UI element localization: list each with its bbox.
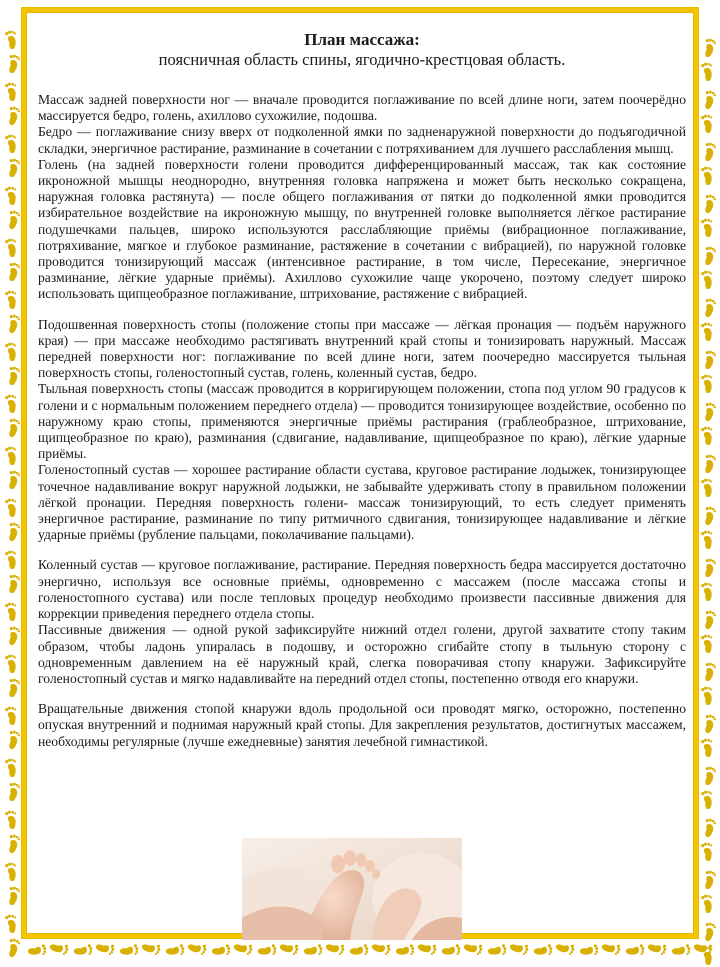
baby-foot-icon bbox=[702, 246, 716, 266]
baby-foot-icon bbox=[6, 522, 20, 542]
baby-foot-icon bbox=[6, 470, 20, 490]
baby-foot-icon bbox=[4, 602, 18, 622]
baby-foot-icon bbox=[702, 610, 716, 630]
paragraph-thigh: Бедро — поглаживание снизу вверх от подколенной ямки по задненаружной поверхности до подъягодичной складки, энергичное растирание, разминание в сочетании с потряхиванием для лучшего расслабления мышц. bbox=[38, 124, 686, 156]
baby-foot-icon bbox=[512, 938, 526, 958]
baby-foot-icon bbox=[604, 938, 618, 958]
baby-foot-icon bbox=[6, 54, 20, 74]
baby-foot-icon bbox=[702, 714, 716, 734]
baby-foot-icon bbox=[700, 166, 714, 186]
baby-foot-icon bbox=[700, 530, 714, 550]
baby-foot-icon bbox=[4, 914, 18, 934]
paragraph-sole: Подошвенная поверхность стопы (положение стопы при массаже — лёгкая пронация — подъём наружного края) — при массаже необходимо растягивать внутренний край стопы и тонизировать наружный. Массаж передней поверхности ног: поглаживание по всей длине ноги, затем поочередно массируется тыльная поверхность стопы, голеностопный сустав, голень, коленный сустав, бедро. bbox=[38, 316, 686, 381]
baby-foot-icon bbox=[6, 158, 20, 178]
paragraph-shin: Голень (на задней поверхности голени проводится дифференцированный массаж, так как состояние икроножной мышцы неоднородно, внутренняя головка напряжена и может быть несколько сокращена, наружная головка растянута) — после общего поглаживания от пятки до подколенной ямки проводится избирательное воздействие на икроножную мышцу, по внутренней головке выполняется лёгкое растирание подушечками пальцев, широко используются расслабляющие приёмы (вибрационное поглаживание, потряхивание, мягкое и глубокое разминание, растяжение в сочетании с вибрацией), по наружной головке проводится тонизирующий массаж (интенсивное растирание, в том числе, Пересекание, энергичное разминание, лёгкие ударные приёмы). Ахиллово сухожилие чаще укорочено, поэтому следует широко использовать щипцеобразное поглаживание, штрихование, растяжение с вибрацией. bbox=[38, 156, 686, 302]
baby-foot-icon bbox=[4, 498, 18, 518]
baby-foot-icon bbox=[4, 654, 18, 674]
baby-foot-icon bbox=[700, 374, 714, 394]
baby-foot-icon bbox=[6, 210, 20, 230]
baby-foot-icon bbox=[4, 758, 18, 778]
paragraph-ankle: Голеностопный сустав — хорошее растирание области сустава, круговое растирание лодыжек, тонизирующее точечное надавливание вокруг наружной лодыжки, не забывайте удерживать стопу в правильном положении лёгкой пронации. Передняя поверхность голени- массаж тонизирующий, то есть следует применять энергичное растирание, разминание по типу ритмичного сдвигания, тонизирующее надавливание и лёгкие ударные приёмы (рубление пальцами, поколачивание пальцами). bbox=[38, 462, 686, 543]
baby-foot-icon bbox=[702, 818, 716, 838]
baby-foot-icon bbox=[4, 342, 18, 362]
baby-foot-icon bbox=[702, 38, 716, 58]
baby-foot-icon bbox=[700, 62, 714, 82]
baby-foot-icon bbox=[144, 938, 158, 958]
baby-foot-icon bbox=[650, 938, 664, 958]
baby-foot-icon bbox=[6, 834, 20, 854]
baby-foot-icon bbox=[628, 940, 642, 960]
baby-foot-icon bbox=[6, 782, 20, 802]
baby-foot-icon bbox=[700, 790, 714, 810]
baby-foot-icon bbox=[702, 870, 716, 890]
baby-foot-icon bbox=[696, 938, 710, 958]
baby-foot-icon bbox=[444, 940, 458, 960]
baby-foot-icon bbox=[30, 940, 44, 960]
baby-foot-icon bbox=[6, 730, 20, 750]
baby-foot-icon bbox=[700, 894, 714, 914]
spacer bbox=[38, 687, 686, 701]
baby-foot-icon bbox=[490, 940, 504, 960]
baby-foot-icon bbox=[52, 938, 66, 958]
baby-foot-icon bbox=[4, 394, 18, 414]
baby-foot-icon bbox=[306, 940, 320, 960]
baby-foot-icon bbox=[6, 314, 20, 334]
baby-foot-icon bbox=[190, 938, 204, 958]
baby-foot-icon bbox=[76, 940, 90, 960]
baby-foot-icon bbox=[6, 886, 20, 906]
baby-foot-icon bbox=[582, 940, 596, 960]
baby-foot-icon bbox=[6, 366, 20, 386]
baby-foot-icon bbox=[558, 938, 572, 958]
baby-foot-icon bbox=[214, 940, 228, 960]
baby-foot-icon bbox=[702, 402, 716, 422]
baby-foot-icon bbox=[328, 938, 342, 958]
baby-foot-icon bbox=[702, 90, 716, 110]
baby-foot-icon bbox=[4, 810, 18, 830]
baby-foot-icon bbox=[282, 938, 296, 958]
baby-foot-icon bbox=[4, 862, 18, 882]
baby-foot-icon bbox=[6, 678, 20, 698]
baby-feet-massage-photo bbox=[242, 838, 462, 940]
baby-foot-icon bbox=[674, 940, 688, 960]
baby-foot-icon bbox=[4, 134, 18, 154]
paragraph-knee: Коленный сустав — круговое поглаживание, растирание. Передняя поверхность бедра массируется достаточно энергично, используя все основные приёмы, одновременно с массажем (после массажа стопы и голеностопного сустава) или после тепловых процедур необходимо произвести пассивные движения для коррекции приведения переднего отдела стопы. bbox=[38, 557, 686, 622]
page-title: План массажа: bbox=[304, 30, 420, 49]
baby-foot-icon bbox=[6, 626, 20, 646]
paragraph-passive-movements: Пассивные движения — одной рукой зафиксируйте нижний отдел голени, другой захватите стопу таким образом, чтобы ладонь упиралась в подошву, и осторожно сгибайте стопу в тыльную сторону с одновременным давлением на её наружный край, слегка поворачивая стопу кнаружи. Зафиксируйте голеностопный сустав и мягко надавливайте на передний отдел стопы, постепенно отводя его кнаружи. bbox=[38, 622, 686, 686]
baby-foot-icon bbox=[236, 938, 250, 958]
baby-foot-icon bbox=[6, 418, 20, 438]
document-content bbox=[38, 30, 686, 750]
baby-foot-icon bbox=[4, 290, 18, 310]
baby-foot-icon bbox=[700, 842, 714, 862]
baby-foot-icon bbox=[6, 106, 20, 126]
baby-foot-icon bbox=[702, 506, 716, 526]
baby-foot-icon bbox=[466, 938, 480, 958]
baby-foot-icon bbox=[4, 82, 18, 102]
baby-foot-icon bbox=[700, 270, 714, 290]
baby-foot-icon bbox=[700, 218, 714, 238]
baby-foot-icon bbox=[700, 582, 714, 602]
baby-foot-icon bbox=[702, 298, 716, 318]
baby-foot-icon bbox=[700, 322, 714, 342]
baby-foot-icon bbox=[4, 30, 18, 50]
baby-foot-icon bbox=[4, 186, 18, 206]
baby-foot-icon bbox=[122, 940, 136, 960]
baby-foot-icon bbox=[4, 550, 18, 570]
baby-foot-icon bbox=[420, 938, 434, 958]
baby-foot-icon bbox=[352, 940, 366, 960]
baby-foot-icon bbox=[6, 938, 20, 958]
spacer bbox=[38, 543, 686, 557]
baby-foot-icon bbox=[374, 938, 388, 958]
baby-foot-icon bbox=[4, 706, 18, 726]
baby-foot-icon bbox=[98, 938, 112, 958]
baby-foot-icon bbox=[702, 454, 716, 474]
baby-foot-icon bbox=[702, 142, 716, 162]
paragraph-foot-dorsum: Тыльная поверхность стопы (массаж проводится в корригирующем положении, стопа под углом 90 градусов к голени и с нормальным положением переднего отдела) — проводится тонизирующее воздействие, особенно по наружному краю стопы, применяются энергичные приёмы растирания (граблеобразное, штрихование, щипцеобразное по краю), разминания (сдвигание, надавливание, щипцеобразное по краю), лёгкие ударные приёмы. bbox=[38, 381, 686, 462]
baby-foot-icon bbox=[6, 574, 20, 594]
baby-foot-icon bbox=[702, 558, 716, 578]
baby-foot-icon bbox=[260, 940, 274, 960]
baby-foot-icon bbox=[6, 262, 20, 282]
baby-foot-icon bbox=[702, 350, 716, 370]
paragraph-legs-overview: Массаж задней поверхности ног — вначале проводится поглаживание по всей длине ноги, затем поочерёдно массируется бедро, голень, ахиллово сухожилие, подошва. bbox=[38, 92, 686, 124]
baby-foot-icon bbox=[702, 662, 716, 682]
baby-foot-icon bbox=[168, 940, 182, 960]
baby-foot-icon bbox=[700, 426, 714, 446]
baby-foot-icon bbox=[4, 238, 18, 258]
baby-foot-icon bbox=[700, 634, 714, 654]
baby-foot-icon bbox=[700, 738, 714, 758]
baby-foot-icon bbox=[702, 766, 716, 786]
spacer bbox=[38, 303, 686, 317]
baby-foot-icon bbox=[4, 446, 18, 466]
baby-foot-icon bbox=[700, 686, 714, 706]
baby-foot-icon bbox=[700, 478, 714, 498]
baby-foot-icon bbox=[700, 114, 714, 134]
baby-foot-icon bbox=[536, 940, 550, 960]
baby-foot-icon bbox=[398, 940, 412, 960]
paragraph-rotation: Вращательные движения стопой кнаружи вдоль продольной оси проводят мягко, осторожно, постепенно опуская внутренний и поднимая наружный край стопы. Для закрепления результатов, достигнутых массажем, необходимы регулярные (лучше ежедневные) занятия лечебной гимнастикой. bbox=[38, 701, 686, 749]
baby-foot-icon bbox=[702, 194, 716, 214]
page-subtitle: поясничная область спины, ягодично-крестцовая область. bbox=[158, 50, 566, 69]
